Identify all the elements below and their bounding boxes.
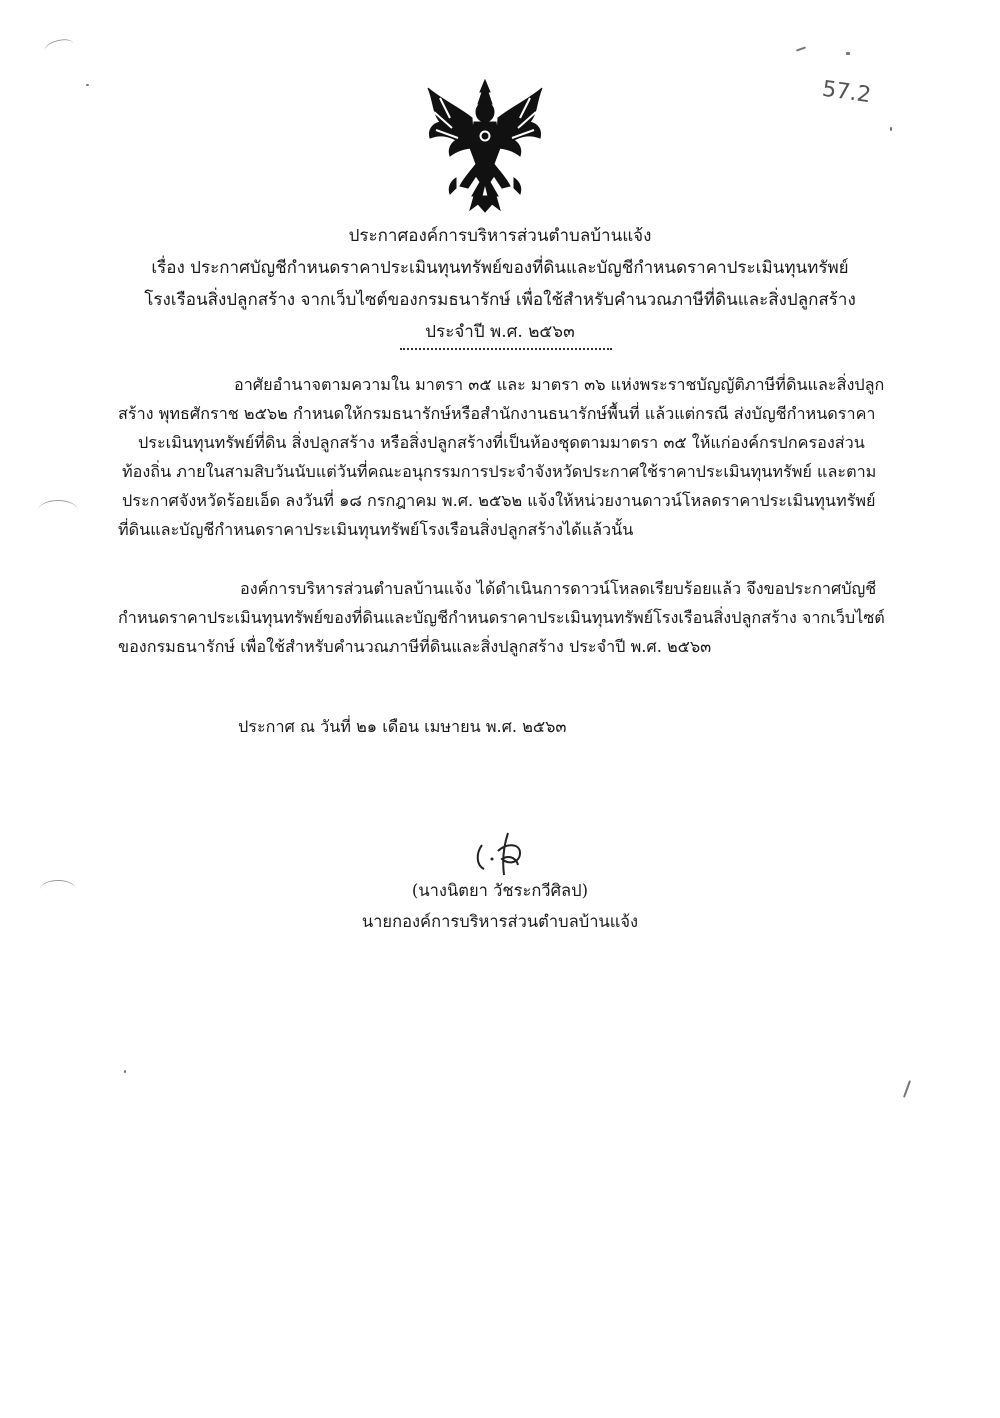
paragraph-2-line: ของกรมธนารักษ์ เพื่อใช้สำหรับคำนวณภาษีที่ดินและสิ่งปลูกสร้าง ประจำปี พ.ศ. ๒๕๖๓ xyxy=(118,637,712,656)
scan-speck xyxy=(86,84,89,86)
paragraph-1 xyxy=(118,370,918,544)
scan-speck xyxy=(903,1080,911,1098)
dotted-divider xyxy=(400,348,612,350)
scan-speck xyxy=(124,1070,126,1073)
announcement-date: ประกาศ ณ วันที่ ๒๑ เดือน เมษายน พ.ศ. ๒๕๖๓ xyxy=(238,717,567,736)
scan-speck xyxy=(796,46,806,51)
scan-mark xyxy=(38,500,78,521)
scan-mark xyxy=(43,36,76,58)
scan-speck xyxy=(846,52,850,55)
announcement-title: ประกาศองค์การบริหารส่วนตำบลบ้านแจ้ง xyxy=(348,226,652,246)
paragraph-2 xyxy=(118,574,918,661)
subject-line-1: เรื่อง ประกาศบัญชีกำหนดราคาประเมินทุนทรัพย์ของที่ดินและบัญชีกำหนดราคาประเมินทุนทรัพย์ xyxy=(151,258,849,278)
paragraph-1-line: ที่ดินและบัญชีกำหนดราคาประเมินทุนทรัพย์โรงเรือนสิ่งปลูกสร้างได้แล้วนั้น xyxy=(118,520,634,539)
handwritten-note: 57.2 xyxy=(820,76,873,109)
scan-mark xyxy=(40,880,76,899)
signature-mark xyxy=(468,825,548,885)
garuda-emblem-icon xyxy=(420,78,550,213)
signer-name: (นางนิตยา วัชระกวีศิลป) xyxy=(411,881,589,900)
paragraph-1-line: ท้องถิ่น ภายในสามสิบวันนับแต่วันที่คณะอนุกรรมการประจำจังหวัดประกาศใช้ราคาประเมินทุนทรัพย์ และตาม xyxy=(122,462,877,481)
scan-speck xyxy=(890,127,892,131)
subject-line-2: โรงเรือนสิ่งปลูกสร้าง จากเว็บไซต์ของกรมธนารักษ์ เพื่อใช้สำหรับคำนวณภาษีที่ดินและสิ่งปลูกสร้าง xyxy=(144,290,856,310)
paragraph-1-line: อาศัยอำนาจตามความใน มาตรา ๓๕ และ มาตรา ๓๖ แห่งพระราชบัญญัติภาษีที่ดินและสิ่งปลูก xyxy=(234,375,885,394)
signer-position: นายกองค์การบริหารส่วนตำบลบ้านแจ้ง xyxy=(361,912,639,931)
paragraph-1-line: ประเมินทุนทรัพย์ที่ดิน สิ่งปลูกสร้าง หรือสิ่งปลูกสร้างที่เป็นห้องชุดตามมาตรา ๓๕ ให้แก่องค์กรปกครองส่วน xyxy=(138,433,865,452)
paragraph-2-line: กำหนดราคาประเมินทุนทรัพย์ของที่ดินและบัญชีกำหนดราคาประเมินทุนทรัพย์โรงเรือนสิ่งปลูกสร้าง จากเว็บไซต์ xyxy=(118,608,885,627)
paragraph-1-line: สร้าง พุทธศักราช ๒๕๖๒ กำหนดให้กรมธนารักษ์หรือสำนักงานธนารักษ์พื้นที่ แล้วแต่กรณี ส่งบัญชีกำหนดราคา xyxy=(118,404,876,423)
subject-year: ประจำปี พ.ศ. ๒๕๖๓ xyxy=(425,322,575,342)
paragraph-1-line: ประกาศจังหวัดร้อยเอ็ด ลงวันที่ ๑๘ กรกฎาคม พ.ศ. ๒๕๖๒ แจ้งให้หน่วยงานดาวน์โหลดราคาประเมินทุนทรัพย์ xyxy=(122,491,876,510)
paragraph-2-line: องค์การบริหารส่วนตำบลบ้านแจ้ง ได้ดำเนินการดาวน์โหลดเรียบร้อยแล้ว จึงขอประกาศบัญชี xyxy=(240,579,877,598)
